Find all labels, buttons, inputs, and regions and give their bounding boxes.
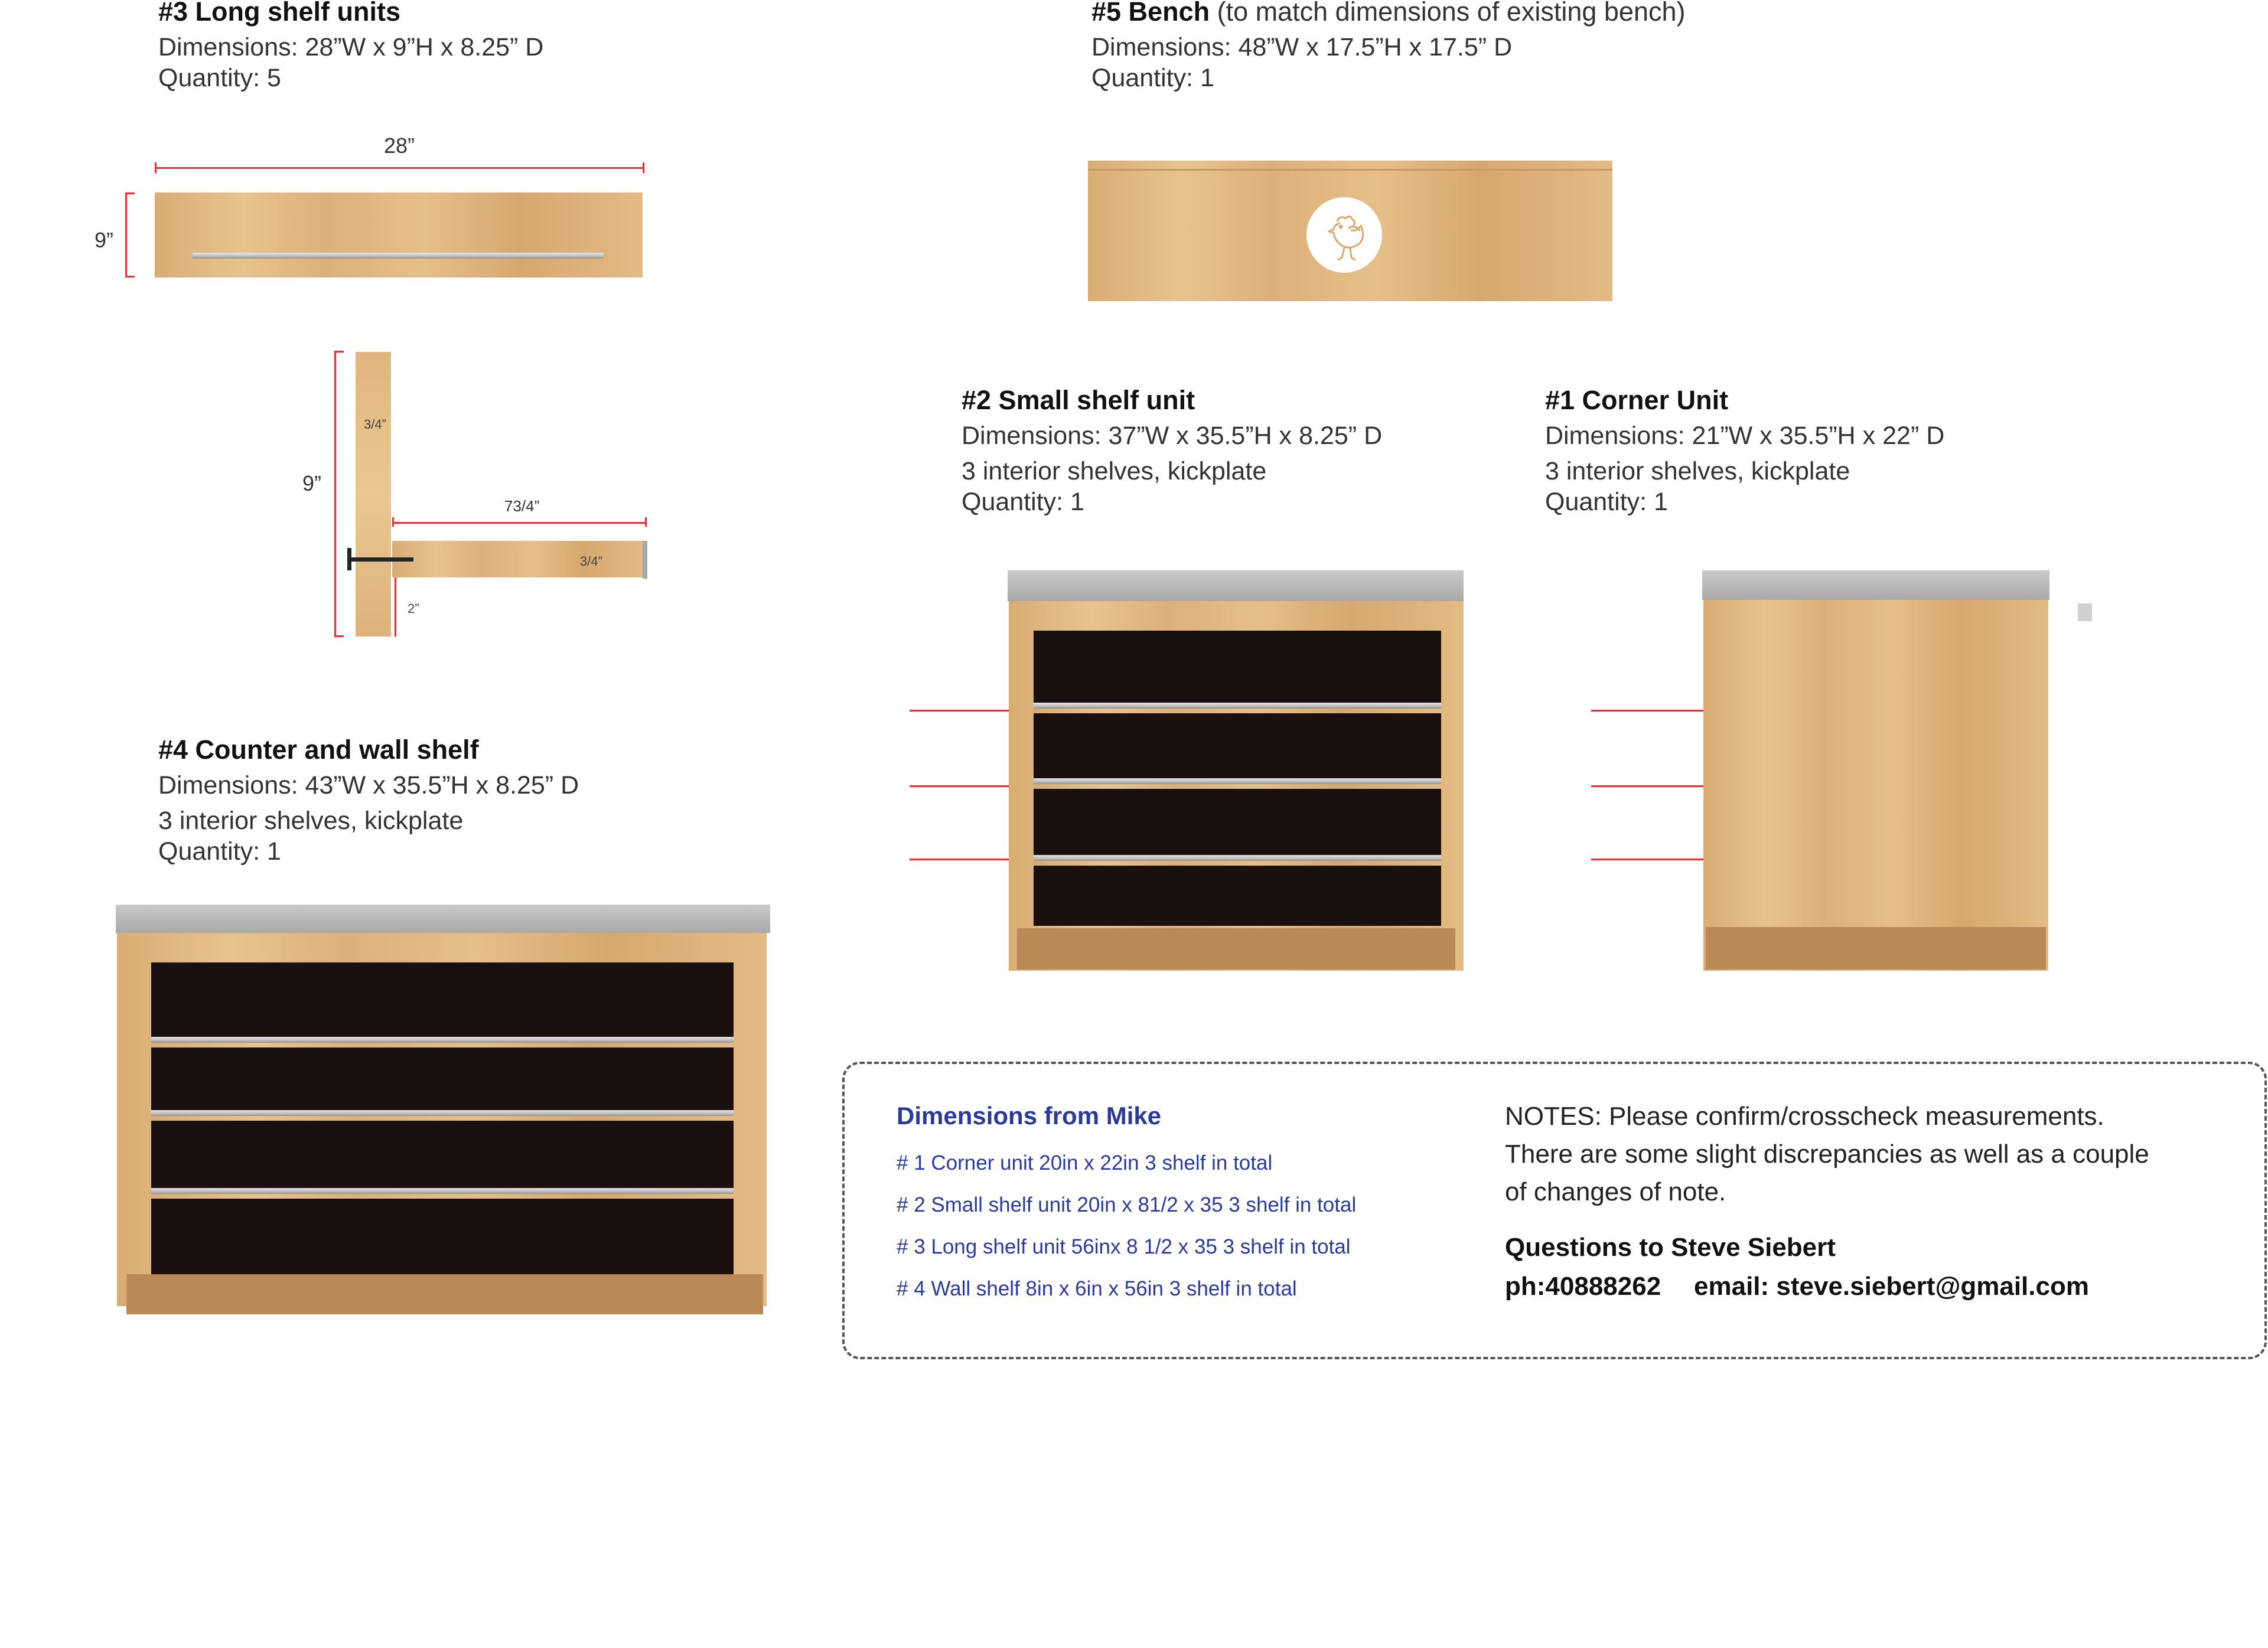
unit2-steel-top: [1008, 570, 1464, 601]
unit1-cabinet-side: [1703, 600, 2048, 971]
bench-logo-badge: [1306, 197, 1382, 273]
unit2-shelf-face: [1034, 861, 1441, 866]
bracket-screw: [348, 557, 413, 562]
unit2-shelf-marker: [910, 859, 1009, 860]
board-thickness-label: 3/4”: [364, 417, 386, 432]
unit5-title: [1091, 0, 1686, 27]
shelf-depth-label: 73/4”: [504, 497, 540, 515]
unit2-shelf-marker: [910, 710, 1009, 712]
unit4-details: 3 interior shelves, kickplate: [158, 807, 464, 835]
unit4-shelf: [151, 1037, 734, 1043]
side-section-shelf-board: [392, 541, 646, 577]
mike-item: # 2 Small shelf unit 20in x 81/2 x 35 3 shelf in total: [897, 1193, 1357, 1216]
unit3-title: #3 Long shelf units: [158, 0, 401, 27]
unit4-shelf: [151, 1188, 734, 1194]
long-shelf-front-view: [155, 192, 643, 278]
long-shelf-edge: [193, 253, 604, 259]
unit1-shelf-marker: [1591, 859, 1703, 860]
rooster-icon: [1306, 197, 1382, 273]
mike-item: # 3 Long shelf unit 56inx 8 1/2 x 35 3 shelf in total: [897, 1235, 1351, 1258]
unit4-steel-top: [116, 905, 770, 933]
unit2-details: 3 interior shelves, kickplate: [962, 457, 1267, 485]
bracket-screw-head: [347, 548, 351, 570]
unit2-dimensions: Dimensions: 37”W x 35.5”H x 8.25” D: [962, 422, 1383, 450]
mike-item: # 1 Corner unit 20in x 22in 3 shelf in total: [897, 1151, 1273, 1174]
unit1-shelf-marker: [1591, 710, 1703, 712]
questions-heading: Questions to Steve Siebert: [1505, 1233, 1836, 1262]
unit2-kickplate: [1017, 928, 1455, 970]
dimension-tick: [125, 276, 135, 278]
unit4-shelf-face: [151, 1116, 734, 1121]
shelf-thickness-label: 3/4”: [580, 554, 602, 569]
shelf-steel-edge: [643, 541, 647, 579]
unit3-height-label: 9”: [94, 228, 114, 252]
unit5-dimensions: Dimensions: 48”W x 17.5”H x 17.5” D: [1091, 33, 1513, 61]
dimension-tick: [643, 162, 644, 173]
contact-phone: ph:40888262: [1505, 1272, 1661, 1301]
unit1-shelf-marker: [1591, 785, 1703, 787]
unit2-shelf: [1034, 855, 1441, 861]
dimension-tick: [645, 517, 647, 527]
dimension-tick: [334, 351, 344, 353]
offset-label: 2”: [408, 601, 419, 616]
unit1-quantity: Quantity: 1: [1545, 488, 1668, 516]
unit2-shelf: [1034, 778, 1441, 784]
bench-seat-line: [1088, 169, 1612, 171]
unit5-title-note: (to match dimensions of existing bench): [1217, 0, 1686, 27]
unit3-quantity: Quantity: 5: [158, 64, 281, 92]
mike-item: # 4 Wall shelf 8in x 6in x 56in 3 shelf in total: [897, 1277, 1297, 1300]
unit1-details: 3 interior shelves, kickplate: [1545, 457, 1850, 485]
unit3-width-label: 28”: [384, 133, 415, 158]
mike-dimensions-heading: Dimensions from Mike: [897, 1102, 1162, 1130]
unit5-quantity: Quantity: 1: [1091, 64, 1214, 92]
unit3-width-dimension-line: [155, 167, 644, 169]
unit1-steel-top: [1702, 570, 2049, 600]
offset-dimension-line: [395, 577, 396, 637]
unit2-title: #2 Small shelf unit: [962, 385, 1195, 415]
unit2-shelf-face: [1034, 784, 1441, 789]
unit2-shelf: [1034, 703, 1441, 709]
unit3-dimensions: Dimensions: 28”W x 9”H x 8.25” D: [158, 33, 544, 61]
unit2-shelf-marker: [910, 785, 1009, 787]
notes-line: There are some slight discrepancies as well as a couple: [1505, 1140, 2149, 1169]
shelf-depth-dimension-line: [392, 522, 646, 524]
unit1-kickplate: [1706, 927, 2046, 970]
dimension-tick: [125, 192, 135, 194]
unit4-quantity: Quantity: 1: [158, 837, 281, 866]
dimension-tick: [155, 162, 157, 173]
unit4-dimensions: Dimensions: 43”W x 35.5”H x 8.25” D: [158, 771, 579, 799]
unit1-dimensions: Dimensions: 21”W x 35.5”H x 22” D: [1545, 422, 1945, 450]
unit5-title-main: #5 Bench: [1091, 0, 1210, 27]
side-section-back-board: [356, 352, 391, 637]
notes-line: of changes of note.: [1505, 1177, 1726, 1206]
unit4-kickplate: [126, 1274, 763, 1314]
unit4-shelf-face: [151, 1194, 734, 1199]
unit2-shelf-face: [1034, 709, 1441, 713]
dimension-tick: [334, 635, 344, 637]
dimension-tick: [392, 517, 394, 527]
unit1-small-marker: [2078, 603, 2092, 621]
unit3-height-dimension-line: [125, 192, 127, 278]
notes-line: NOTES: Please confirm/crosscheck measurements.: [1505, 1102, 2104, 1131]
unit2-quantity: Quantity: 1: [962, 488, 1084, 516]
contact-email[interactable]: email: steve.siebert@gmail.com: [1694, 1272, 2089, 1301]
unit3-side-height-label: 9”: [302, 471, 322, 495]
unit4-shelf-face: [151, 1043, 734, 1047]
unit4-title: #4 Counter and wall shelf: [158, 735, 479, 765]
unit3-side-height-dimension-line: [334, 351, 336, 637]
unit1-title: #1 Corner Unit: [1545, 385, 1729, 415]
unit4-shelf: [151, 1110, 734, 1116]
